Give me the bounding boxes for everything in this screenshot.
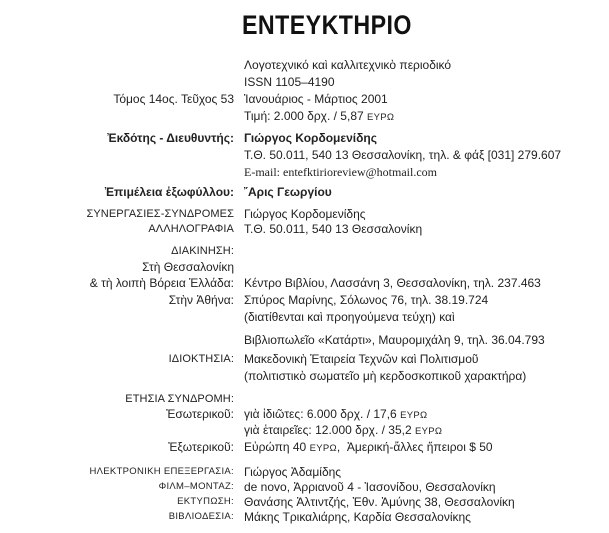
correspondence-label: ΑΛΛΗΛΟΓΡΑΦΙΑ (148, 223, 234, 235)
athens-label: Στὴν Ἀθήνα: (168, 293, 234, 307)
processing-value: Γιώργος Ἀδαμίδης (244, 465, 342, 479)
processing-label: ΗΛΕΚΤΡΟΝΙΚΗ ΕΠΕΞΕΡΓΑΣΙΑ: (89, 466, 234, 477)
issn-row (0, 75, 609, 91)
cover-name: ῎Αρις Γεωργίου (244, 185, 332, 199)
distribution-row (0, 244, 609, 260)
foreign-label: Ἐξωτερικοῦ: (168, 440, 234, 454)
publisher-address-row (0, 148, 609, 164)
printing-value: Θανάσης Ἀλτιντζής, Ἐθν. Ἀμύνης 38, Θεσσαλονίκη (244, 495, 515, 509)
binding-value: Μάκης Τρικαλιάρης, Καρδία Θεσσαλονίκης (244, 510, 471, 524)
europe-unit: ΕΥΡΩ (309, 443, 337, 454)
annual-subscription-label: ΕΤΗΣΙΑ ΣΥΝΔΡΟΜΗ: (125, 393, 234, 405)
page-title: ΕΝΤΕΥΚΤΗΡΙΟ (242, 10, 412, 40)
distribution-label: ΔΙΑΚΙΝΗΣΗ: (171, 245, 234, 257)
thessaloniki-row (0, 260, 609, 276)
price-row (0, 109, 609, 125)
publisher-email: E-mail: entefktirioreview@hotmail.com (244, 165, 437, 179)
printing-row (0, 495, 609, 511)
collaboration-name: Γιώργος Κορδομενίδης (244, 207, 366, 221)
subtitle: Λογοτεχνικό καὶ καλλιτεχνικὸ περιοδικό (244, 58, 452, 72)
thessaloniki-label: Στὴ Θεσσαλονίκη (142, 260, 234, 274)
price (244, 109, 394, 125)
foreign-row (0, 440, 609, 456)
binding-row (0, 510, 609, 526)
correspondence-row (0, 222, 609, 238)
processing-row (0, 465, 609, 481)
bookstore-row (0, 333, 609, 349)
individuals-price: γιὰ ἰδιῶτες: 6.000 δρχ. / 17,6 (244, 407, 397, 421)
issue-label: Τόμος 14ος. Τεῦχος 53 (113, 92, 234, 106)
individuals-unit: ΕΥΡΩ (400, 410, 428, 421)
northern-greece-label: & τὴ λοιπὴ Βόρεια Ἑλλάδα: (89, 276, 234, 290)
domestic-row (0, 407, 609, 423)
athens-note: (διατίθενται καὶ προηγούμενα τεύχη) καὶ (244, 310, 455, 324)
companies-price: γιὰ ἑταιρεῖες: 12.000 δρχ. / 35,2 (244, 423, 412, 437)
northern-greece-row (0, 276, 609, 292)
printing-label: ΕΚΤΥΠΩΣΗ: (177, 496, 234, 507)
publisher-email-row (0, 165, 609, 181)
domestic-label: Ἐσωτερικοῦ: (166, 407, 234, 421)
subtitle-row (0, 58, 609, 74)
ownership-row (0, 352, 609, 368)
america-price: Ἀμερική-ἄλλες ἤπειροι $ 50 (346, 440, 493, 454)
europe-price: Εὐρώπη 40 (244, 440, 307, 454)
domestic-companies (244, 423, 442, 439)
companies-row (0, 423, 609, 439)
athens-note-row (0, 310, 609, 326)
cover-label: Ἐπιμέλεια ἐξωφύλλου: (104, 185, 234, 199)
publisher-name: Γιώργος Κορδομενίδης (244, 131, 377, 145)
northern-greece-value: Κέντρο Βιβλίου, Λασσάνη 3, Θεσσαλονίκη, τηλ. 237.463 (244, 276, 541, 290)
collaboration-label: ΣΥΝΕΡΓΑΣΙΕΣ-ΣΥΝΔΡΟΜΕΣ (86, 208, 234, 220)
bookstore: Βιβλιοπωλεῖο «Κατάρτι», Μαυρομιχάλη 9, τηλ. 36.04.793 (244, 333, 545, 347)
binding-label: ΒΙΒΛΙΟΔΕΣΙΑ: (168, 511, 234, 522)
athens-value: Σπύρος Μαρίνης, Σόλωνος 76, τηλ. 38.19.724 (244, 293, 489, 307)
issue-date: Ἰανουάριος - Μάρτιος 2001 (244, 92, 388, 106)
price-unit: ΕΥΡΩ (367, 112, 395, 123)
collaboration-row (0, 207, 609, 223)
ownership-note-row (0, 369, 609, 385)
film-row (0, 480, 609, 496)
price-text: Τιμή: 2.000 δρχ. / 5,87 (244, 109, 364, 123)
publisher-row (0, 131, 609, 147)
annual-subscription-row (0, 392, 609, 408)
cover-row (0, 185, 609, 201)
publisher-address: Τ.Θ. 50.011, 540 13 Θεσσαλονίκη, τηλ. & φάξ [031] 279.607 (244, 148, 562, 162)
correspondence-address: Τ.Θ. 50.011, 540 13 Θεσσαλονίκη (244, 222, 423, 236)
domestic-individuals (244, 407, 427, 423)
film-value: de novo, Ἀρριανοῦ 4 - Ἰασονίδου, Θεσσαλονίκη (244, 480, 496, 494)
publisher-label: Ἐκδότης - Διευθυντής: (107, 131, 234, 145)
ownership-value: Μακεδονικὴ Ἑταιρεία Τεχνῶν καὶ Πολιτισμοῦ (244, 352, 479, 366)
athens-row (0, 293, 609, 309)
foreign-value: Εὐρώπη 40 ΕΥΡΩ, Ἀμερική-ἄλλες ἤπειροι $ 50 (244, 440, 493, 454)
companies-unit: ΕΥΡΩ (414, 426, 443, 437)
issue-row (0, 92, 609, 108)
ownership-note: (πολιτιστικὸ σωματεῖο μὴ κερδοσκοπικοῦ χαρακτήρα) (244, 369, 527, 383)
film-label: ΦΙΛΜ–ΜΟΝΤΑΖ: (158, 481, 234, 492)
ownership-label: ΙΔΙΟΚΤΗΣΙΑ: (168, 353, 234, 365)
issn: ISSN 1105–4190 (244, 75, 335, 89)
